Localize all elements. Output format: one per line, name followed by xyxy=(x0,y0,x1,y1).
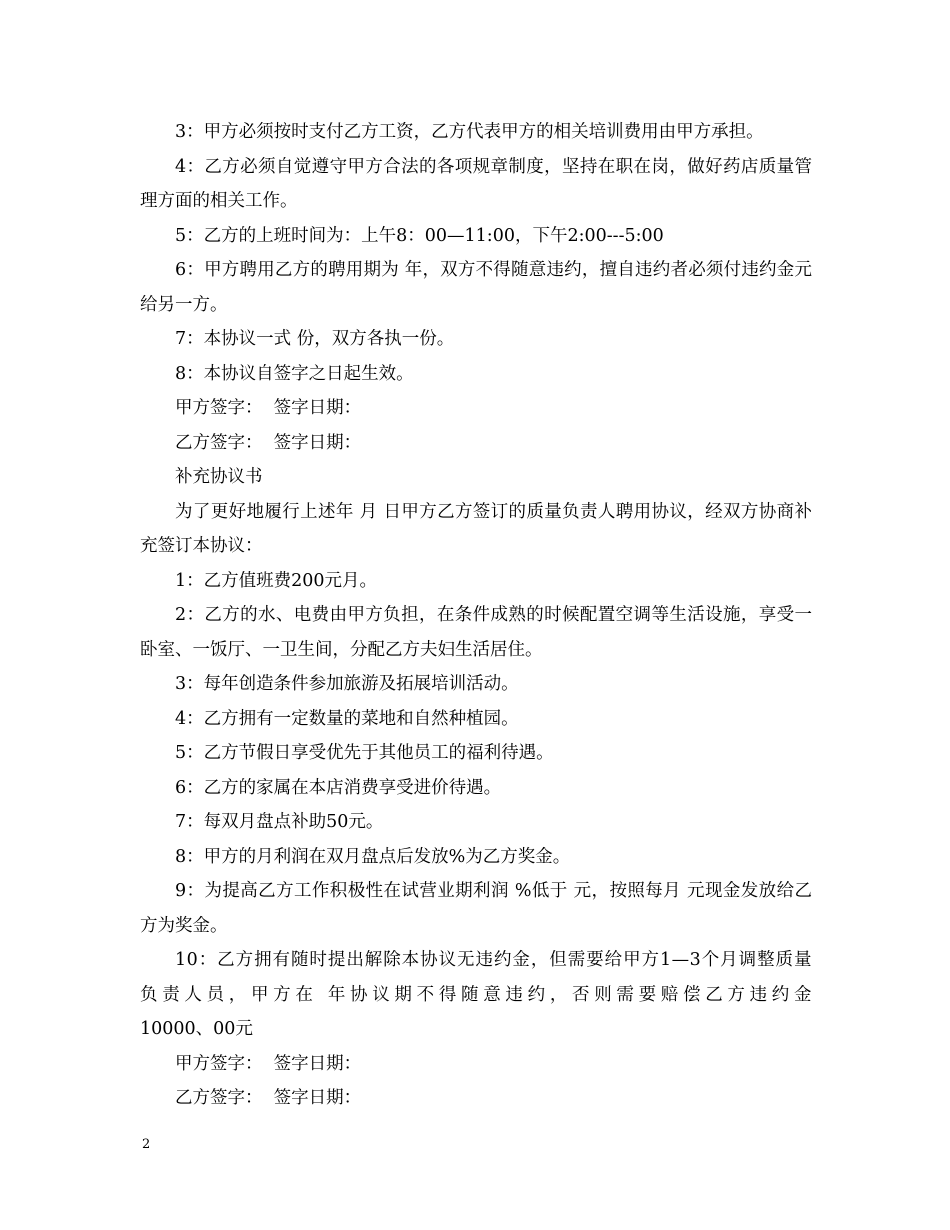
supplementary-clause-9: 9：为提高乙方工作积极性在试营业期利润 %低于 元，按照每月 元现金发放给乙方为奖金。 xyxy=(140,881,812,936)
clause-5: 5：乙方的上班时间为：上午8：00—11:00，下午2:00---5:00 xyxy=(175,225,664,246)
clause-4: 4：乙方必须自觉遵守甲方合法的各项规章制度，坚持在职在岗，做好药店质量管理方面的相关工作。 xyxy=(140,156,812,211)
clause-8: 8：本协议自签字之日起生效。 xyxy=(175,363,414,384)
party-a-signature-line: 甲方签字： 签字日期： xyxy=(175,398,362,418)
supplementary-clause-6: 6：乙方的家属在本店消费享受进价待遇。 xyxy=(175,777,502,798)
supplementary-clause-8: 8：甲方的月利润在双月盘点后发放%为乙方奖金。 xyxy=(175,846,571,867)
supplementary-clause-3: 3：每年创造条件参加旅游及拓展培训活动。 xyxy=(175,674,519,694)
document-body xyxy=(140,115,812,1116)
supplementary-clause-5: 5：乙方节假日享受优先于其他员工的福利待遇。 xyxy=(175,743,554,763)
supplementary-clause-4: 4：乙方拥有一定数量的菜地和自然种植园。 xyxy=(175,708,519,729)
supplementary-clause-7: 7：每双月盘点补助50元。 xyxy=(175,812,384,832)
clause-3: 3：甲方必须按时支付乙方工资，乙方代表甲方的相关培训费用由甲方承担。 xyxy=(175,122,764,142)
supplementary-intro: 为了更好地履行上述年 月 日甲方乙方签订的质量负责人聘用协议，经双方协商补充签订本协议： xyxy=(140,501,812,556)
party-b-signature-line: 乙方签字： 签字日期： xyxy=(175,432,362,453)
clause-7: 7：本协议一式 份，双方各执一份。 xyxy=(175,329,455,349)
supplementary-clause-10: 10：乙方拥有随时提出解除本协议无违约金，但需要给甲方1—3个月调整质量负责人员，甲方在 年协议期不得随意违约，否则需要赔偿乙方违约金 xyxy=(140,950,812,1005)
supplementary-clause-2: 2：乙方的水、电费由甲方负担，在条件成熟的时候配置空调等生活设施，享受一卧室、一饭厅、一卫生间，分配乙方夫妇生活居住。 xyxy=(140,605,812,660)
supplementary-agreement-heading: 补充协议书 xyxy=(175,467,263,487)
party-b-signature-line-2: 乙方签字： 签字日期： xyxy=(175,1088,362,1108)
clause-6: 6：甲方聘用乙方的聘用期为 年，双方不得随意违约，擅自违约者必须付违约金元给另一方。 xyxy=(140,260,812,315)
page-number: 2 xyxy=(142,1137,151,1152)
supplementary-clause-1: 1：乙方值班费200元月。 xyxy=(175,570,378,591)
party-a-signature-line-2: 甲方签字： 签字日期： xyxy=(175,1053,362,1074)
supplementary-clause-10-amount: 10000、00元 xyxy=(140,1019,253,1039)
